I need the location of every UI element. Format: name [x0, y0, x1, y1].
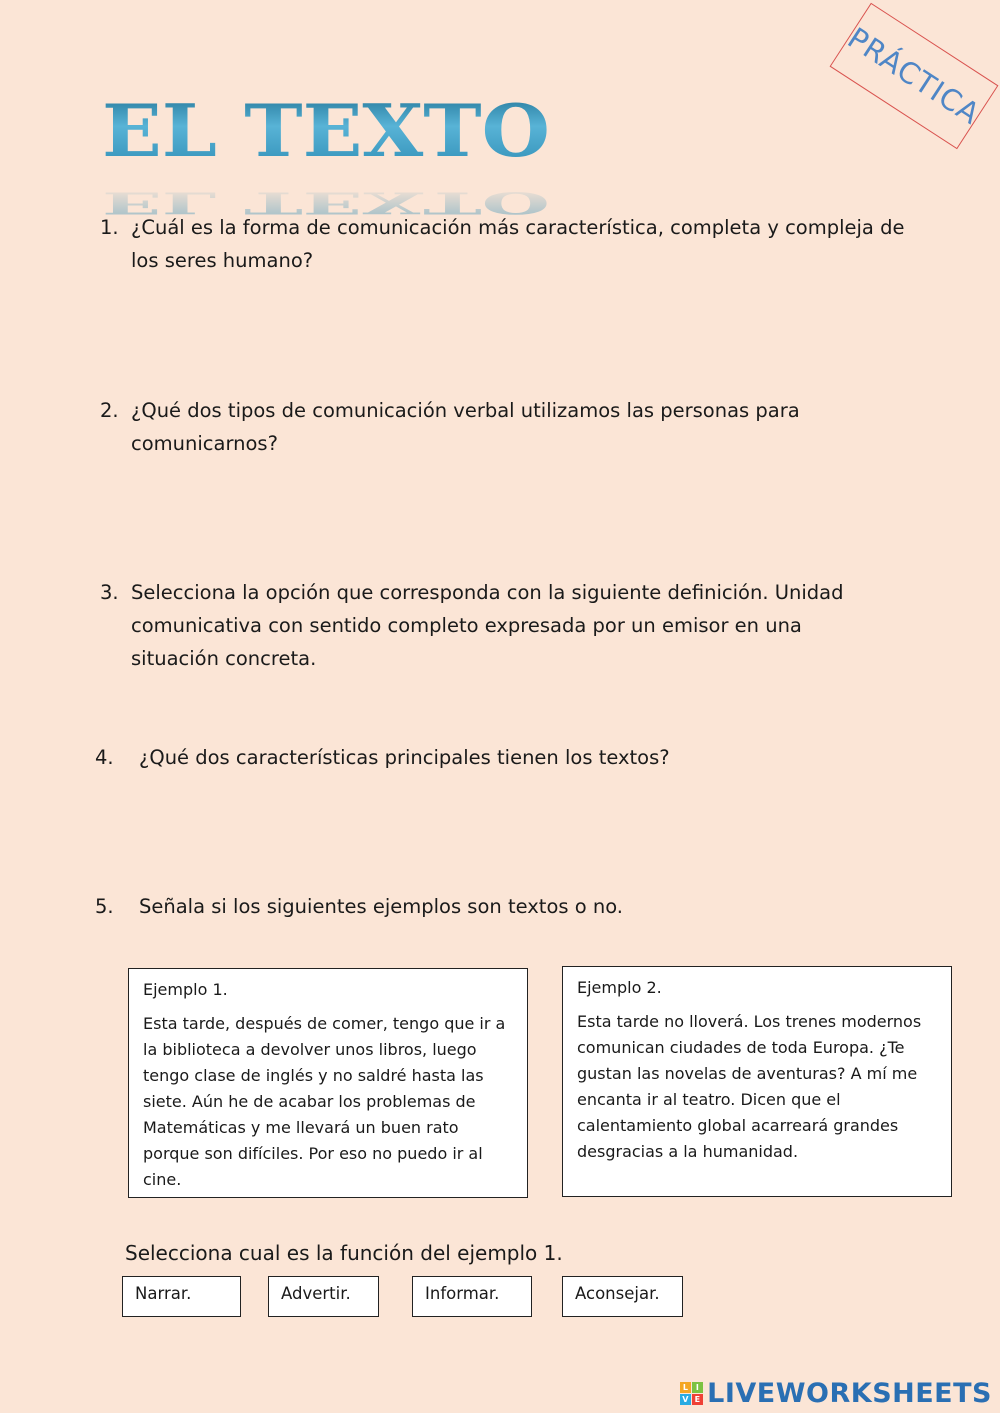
question-number: 5.: [95, 895, 114, 918]
option-advertir[interactable]: Advertir.: [268, 1276, 379, 1317]
liveworksheets-logo: [680, 1378, 992, 1409]
question-number: 2.: [100, 399, 119, 422]
example-body: Esta tarde no lloverá. Los trenes modernos comunican ciudades de toda Europa. ¿Te gustan las novelas de aventuras? A mí me encanta ir al teatro. Dicen que el calentamiento global acarreará grandes desgracias a la humanidad.: [577, 1012, 922, 1161]
question-3: [100, 576, 920, 676]
question-text: ¿Cuál es la forma de comunicación más característica, completa y compleja de los seres humano?: [131, 216, 905, 272]
question-5: [95, 890, 915, 926]
example-1-box: [128, 968, 528, 1198]
brand-name: LIVEWORKSHEETS: [707, 1378, 992, 1409]
question-1: [100, 211, 920, 281]
question-2: [100, 394, 920, 464]
question-text: Selecciona la opción que corresponda con la siguiente definición. Unidad comunicativa con sentido completo expresada por un emisor en una situación concreta.: [131, 581, 844, 670]
practice-stamp: [830, 3, 999, 150]
question-number: 4.: [95, 746, 114, 769]
example-2-box: [562, 966, 952, 1197]
example-title: Ejemplo 2.: [577, 978, 662, 997]
title-text: EL TEXTO: [102, 88, 550, 173]
logo-mark-icon: L I V E: [680, 1382, 703, 1405]
option-aconsejar[interactable]: Aconsejar.: [562, 1276, 683, 1317]
question-text: ¿Qué dos tipos de comunicación verbal utilizamos las personas para comunicarnos?: [131, 399, 800, 455]
question-number: 1.: [100, 216, 119, 239]
option-narrar[interactable]: Narrar.: [122, 1276, 241, 1317]
title-reflection: EL TEXTO: [102, 184, 550, 221]
question-text: ¿Qué dos características principales tienen los textos?: [139, 746, 670, 769]
question-4: [95, 741, 915, 777]
stamp-label: PRÁCTICA: [841, 20, 987, 132]
function-question: Selecciona cual es la función del ejemplo 1.: [125, 1241, 563, 1265]
example-body: Esta tarde, después de comer, tengo que ir a la biblioteca a devolver unos libros, luego tengo clase de inglés y no saldré hasta las siete. Aún he de acabar los problemas de Matemáticas y me llevará un buen rato porque son difíciles. Por eso no puedo ir al cine.: [143, 1014, 506, 1189]
question-text: Señala si los siguientes ejemplos son textos o no.: [139, 895, 624, 918]
example-title: Ejemplo 1.: [143, 980, 228, 999]
option-informar[interactable]: Informar.: [412, 1276, 532, 1317]
worksheet-title: [100, 88, 570, 221]
question-number: 3.: [100, 581, 119, 604]
